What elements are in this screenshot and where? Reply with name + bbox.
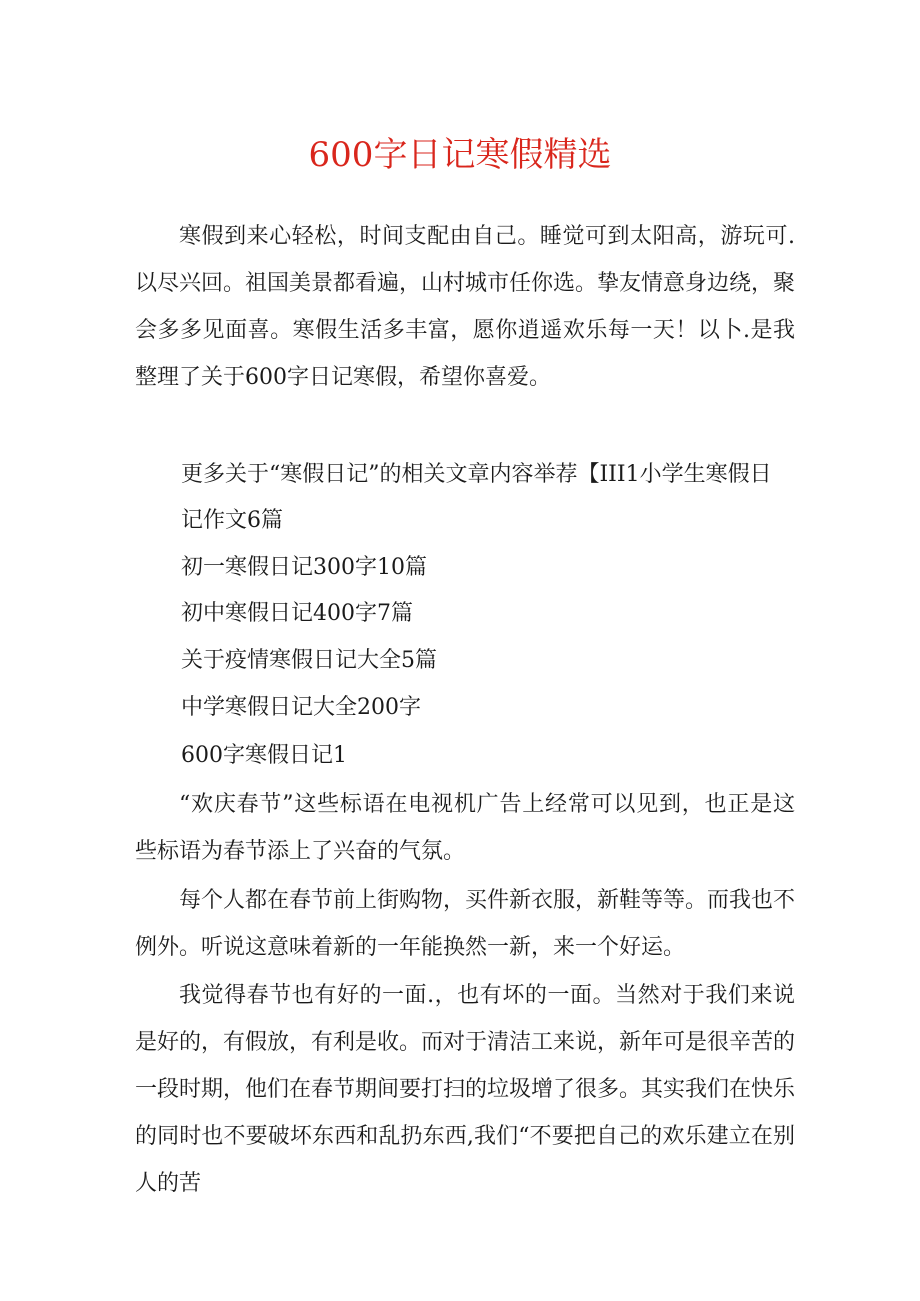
document-title: 600字日记寒假精选 xyxy=(308,135,612,175)
body-paragraph: 我觉得春节也有好的一面.，也有坏的一面。当然对于我们来说是好的，有假放，有利是收。而对于清洁工来说，新年可是很辛苦的一段时期，他们在春节期间要打扫的垃圾增了很多。其实我们在快乐的同时也不要破坏东西和乱扔东西,我们“不要把自己的欢乐建立在别人的苦 xyxy=(135,983,796,1196)
body-paragraph: 每个人都在春节前上街购物，买件新衣服，新鞋等等。而我也不例外。听说这意味着新的一年能换然一新，来一个好运。 xyxy=(135,888,796,960)
section-heading: 600字寒假日记1 xyxy=(181,743,347,768)
article-link[interactable]: 中学寒假日记大全200字 xyxy=(181,695,421,720)
body-paragraph: “欢庆春节”这些标语在电视机广告上经常可以见到，也正是这些标语为春节添上了兴奋的气氛。 xyxy=(135,792,795,864)
recommend-line-continued: 记作文6篇 xyxy=(181,508,283,533)
article-link[interactable]: 关于疫情寒假日记大全5篇 xyxy=(181,648,437,673)
recommend-line: 更多关于“寒假日记”的相关文章内容举荐【III1小学生寒假日 xyxy=(181,462,772,487)
article-link[interactable]: 初一寒假日记300字10篇 xyxy=(181,555,427,580)
article-link[interactable]: 初中寒假日记400字7篇 xyxy=(181,601,413,626)
intro-paragraph: 寒假到来心轻松，时间支配由自己。睡觉可到太阳高，游玩可.以尽兴回。祖国美景都看遍，山村城市任你选。挚友情意身边绕，聚会多多见面喜。寒假生活多丰富，愿你逍遥欢乐每一天！以卜.是我整理了关于600字日记寒假，希望你喜爱。 xyxy=(135,224,796,390)
